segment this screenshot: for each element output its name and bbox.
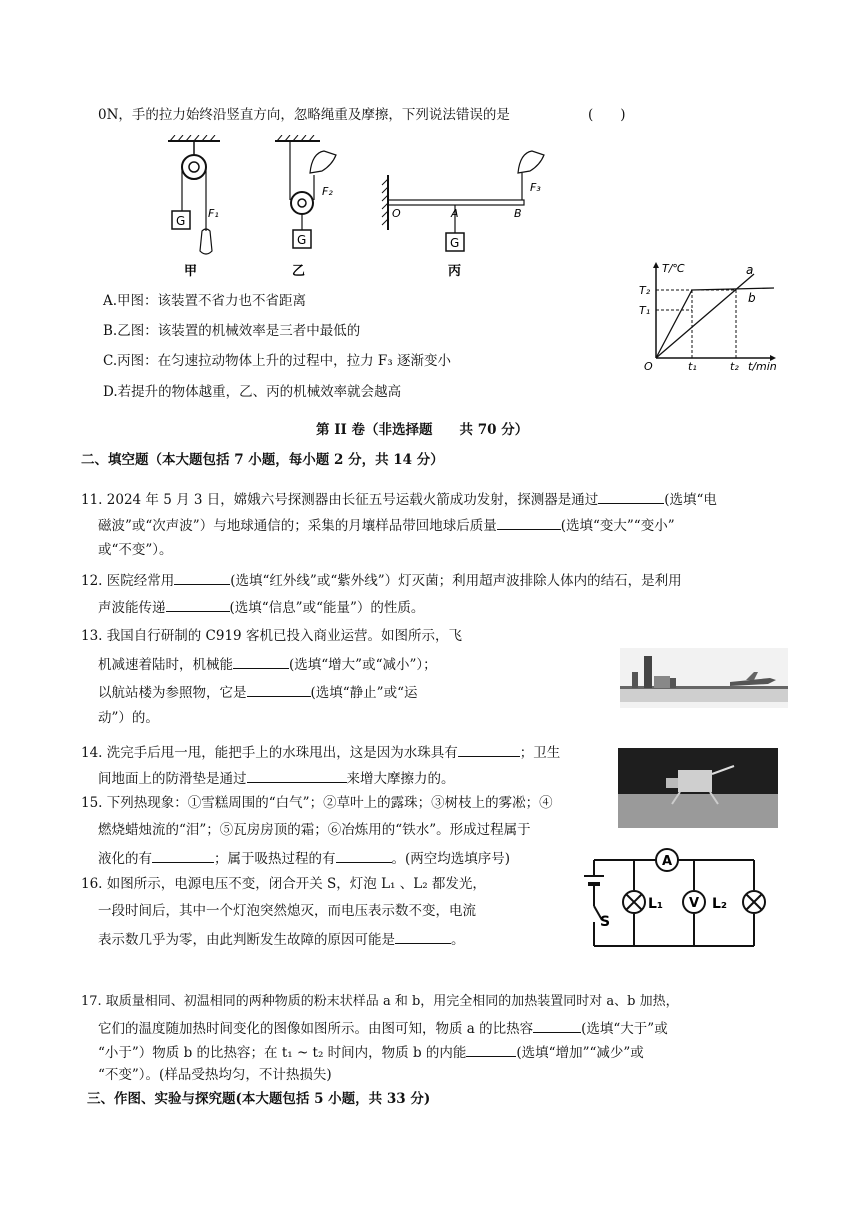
q14-blank-1[interactable]: [458, 742, 520, 757]
weight-g-jia: G: [176, 214, 186, 228]
q13-line3: 以航站楼为参照物，它是 (选填“静止”或“运: [98, 682, 417, 702]
tick-t1: t₁: [688, 360, 697, 373]
label-bing: 丙: [448, 264, 462, 279]
q11-blank-2[interactable]: [497, 515, 561, 530]
q14-line1: 14. 洗完手后甩一甩，能把手上的水珠甩出，这是因为水珠具有 ；卫生: [81, 742, 560, 762]
q10-option-c: C.丙图：在匀速拉动物体上升的过程中，拉力 F₃ 逐渐变小: [103, 353, 452, 369]
point-o: O: [392, 207, 401, 220]
q17-line1: 17. 取质量相同、初温相同的两种物质的粉末状样品 a 和 b，用完全相同的加热装置同时对 a、b 加热，: [81, 994, 679, 1009]
q17-blank-1[interactable]: [533, 1018, 581, 1033]
volume-ii-title: 第 II 卷（非选择题 共 70 分）: [316, 422, 529, 438]
q10-answer-paren: ( ): [588, 107, 626, 123]
lamp-l2: [743, 891, 765, 913]
q13-blank-1[interactable]: [233, 654, 289, 669]
q17-blank-2[interactable]: [466, 1042, 516, 1057]
q12-blank-1[interactable]: [174, 570, 230, 585]
lamp-l2-label: L₂: [712, 896, 728, 912]
point-a: A: [451, 207, 459, 220]
point-b: B: [514, 207, 522, 220]
svg-text:V: V: [689, 896, 700, 911]
q15-line2: 燃烧蜡烛流的“泪”；⑤瓦房房顶的霜；⑥冶炼用的“铁水”。形成过程属于: [98, 822, 531, 838]
lunar-probe-photo: [618, 748, 778, 828]
figure-jia: [168, 135, 220, 279]
figure-bing: [382, 151, 544, 279]
q15-blank-1[interactable]: [152, 848, 214, 863]
q10-mechanics-figure: [150, 135, 570, 295]
force-f2: F₂: [322, 185, 333, 198]
q17-line3: “小于”）物质 b 的比热容；在 t₁ ~ t₂ 时间内，物质 b 的内能 (选填“增加”“减少”或: [98, 1042, 644, 1062]
svg-text:A: A: [662, 854, 673, 869]
q13-line4: 动”）的。: [98, 710, 159, 726]
q17-line4: “不变”）。(样品受热均匀，不计热损失): [98, 1067, 332, 1083]
q16-line2: 一段时间后，其中一个灯泡突然熄灭，而电压表示数不变，电流: [98, 903, 476, 919]
q12-line1: 12. 医院经常用 (选填“红外线”或“紫外线”）灯灭菌；利用超声波排除人体内的结石，是利用: [81, 570, 682, 590]
temperature-time-graph: [636, 258, 786, 374]
graph-origin: O: [644, 360, 653, 373]
ammeter: [656, 849, 678, 871]
tick-T2: T₂: [639, 284, 651, 297]
q16-line3: 表示数几乎为零，由此判断发生故障的原因可能是 。: [98, 929, 465, 949]
q13-blank-2[interactable]: [247, 682, 311, 697]
q16-line1: 16. 如图所示，电源电压不变，闭合开关 S，灯泡 L₁ 、L₂ 都发光，: [81, 876, 486, 892]
q14-line2: 间地面上的防滑垫是通过 来增大摩擦力的。: [98, 768, 455, 788]
q10-option-b: B.乙图：该装置的机械效率是三者中最低的: [103, 323, 361, 339]
section-2-heading: 二、填空题（本大题包括 7 小题，每小题 2 分，共 14 分）: [81, 452, 444, 468]
q11-line1: 11. 2024 年 5 月 3 日，嫦娥六号探测器由长征五号运载火箭成功发射，探测器是通过 (选填“电: [81, 489, 717, 509]
q12-blank-2[interactable]: [166, 597, 230, 612]
tick-T1: T₁: [639, 304, 651, 317]
q13-line1: 13. 我国自行研制的 C919 客机已投入商业运营。如图所示，飞: [81, 628, 462, 644]
q10-stem: 0N，手的拉力始终沿竖直方向，忽略绳重及摩擦，下列说法错误的是: [98, 107, 510, 123]
voltmeter: [683, 891, 705, 913]
graph-ylabel: T/℃: [662, 262, 685, 275]
q11-line3: 或“不变”）。: [98, 542, 173, 558]
lamp-l1: [623, 891, 663, 913]
q10-option-a: A.甲图：该装置不省力也不省距离: [103, 293, 307, 309]
label-b: b: [748, 291, 756, 305]
q14-blank-2[interactable]: [247, 768, 347, 783]
line-a: [656, 274, 754, 358]
svg-text:L₁: L₁: [648, 896, 664, 912]
section-3-heading: 三、作图、实验与探究题(本大题包括 5 小题，共 33 分): [87, 1091, 431, 1107]
weight-g-bing: G: [450, 236, 460, 250]
label-jia: 甲: [184, 264, 198, 279]
weight-g-yi: G: [297, 233, 307, 247]
q16-blank-1[interactable]: [395, 929, 451, 944]
force-f1: F₁: [208, 207, 219, 220]
q15-line3: 液化的有 ；属于吸热过程的有 。(两空均选填序号): [98, 848, 510, 868]
circuit-diagram: [574, 846, 770, 950]
q17-line2: 它们的温度随加热时间变化的图像如图所示。由图可知，物质 a 的比热容 (选填“大于”或: [98, 1018, 668, 1038]
tick-t2: t₂: [730, 360, 739, 373]
q12-line2: 声波能传递 (选填“信息”或“能量”）的性质。: [98, 597, 424, 617]
label-yi: 乙: [292, 264, 306, 279]
switch-label: S: [600, 914, 611, 930]
q15-line1: 15. 下列热现象：①雪糕周围的“白气”；②草叶上的露珠；③树枝上的雾凇；④: [81, 795, 553, 811]
q11-blank-1[interactable]: [598, 489, 664, 504]
line-b: [656, 288, 774, 358]
label-a: a: [746, 263, 754, 277]
q13-line2: 机减速着陆时，机械能 (选填“增大”或“减小”）；: [98, 654, 437, 674]
q10-option-d: D.若提升的物体越重，乙、丙的机械效率就会越高: [103, 384, 402, 400]
q15-blank-2[interactable]: [336, 848, 392, 863]
force-f3: F₃: [530, 181, 541, 194]
figure-yi: [275, 135, 336, 279]
q11-line2: 磁波”或“次声波”）与地球通信的；采集的月壤样品带回地球后质量 (选填“变大”“变小”: [98, 515, 675, 535]
c919-landing-photo: [620, 648, 788, 708]
graph-xlabel: t/min: [748, 360, 777, 373]
